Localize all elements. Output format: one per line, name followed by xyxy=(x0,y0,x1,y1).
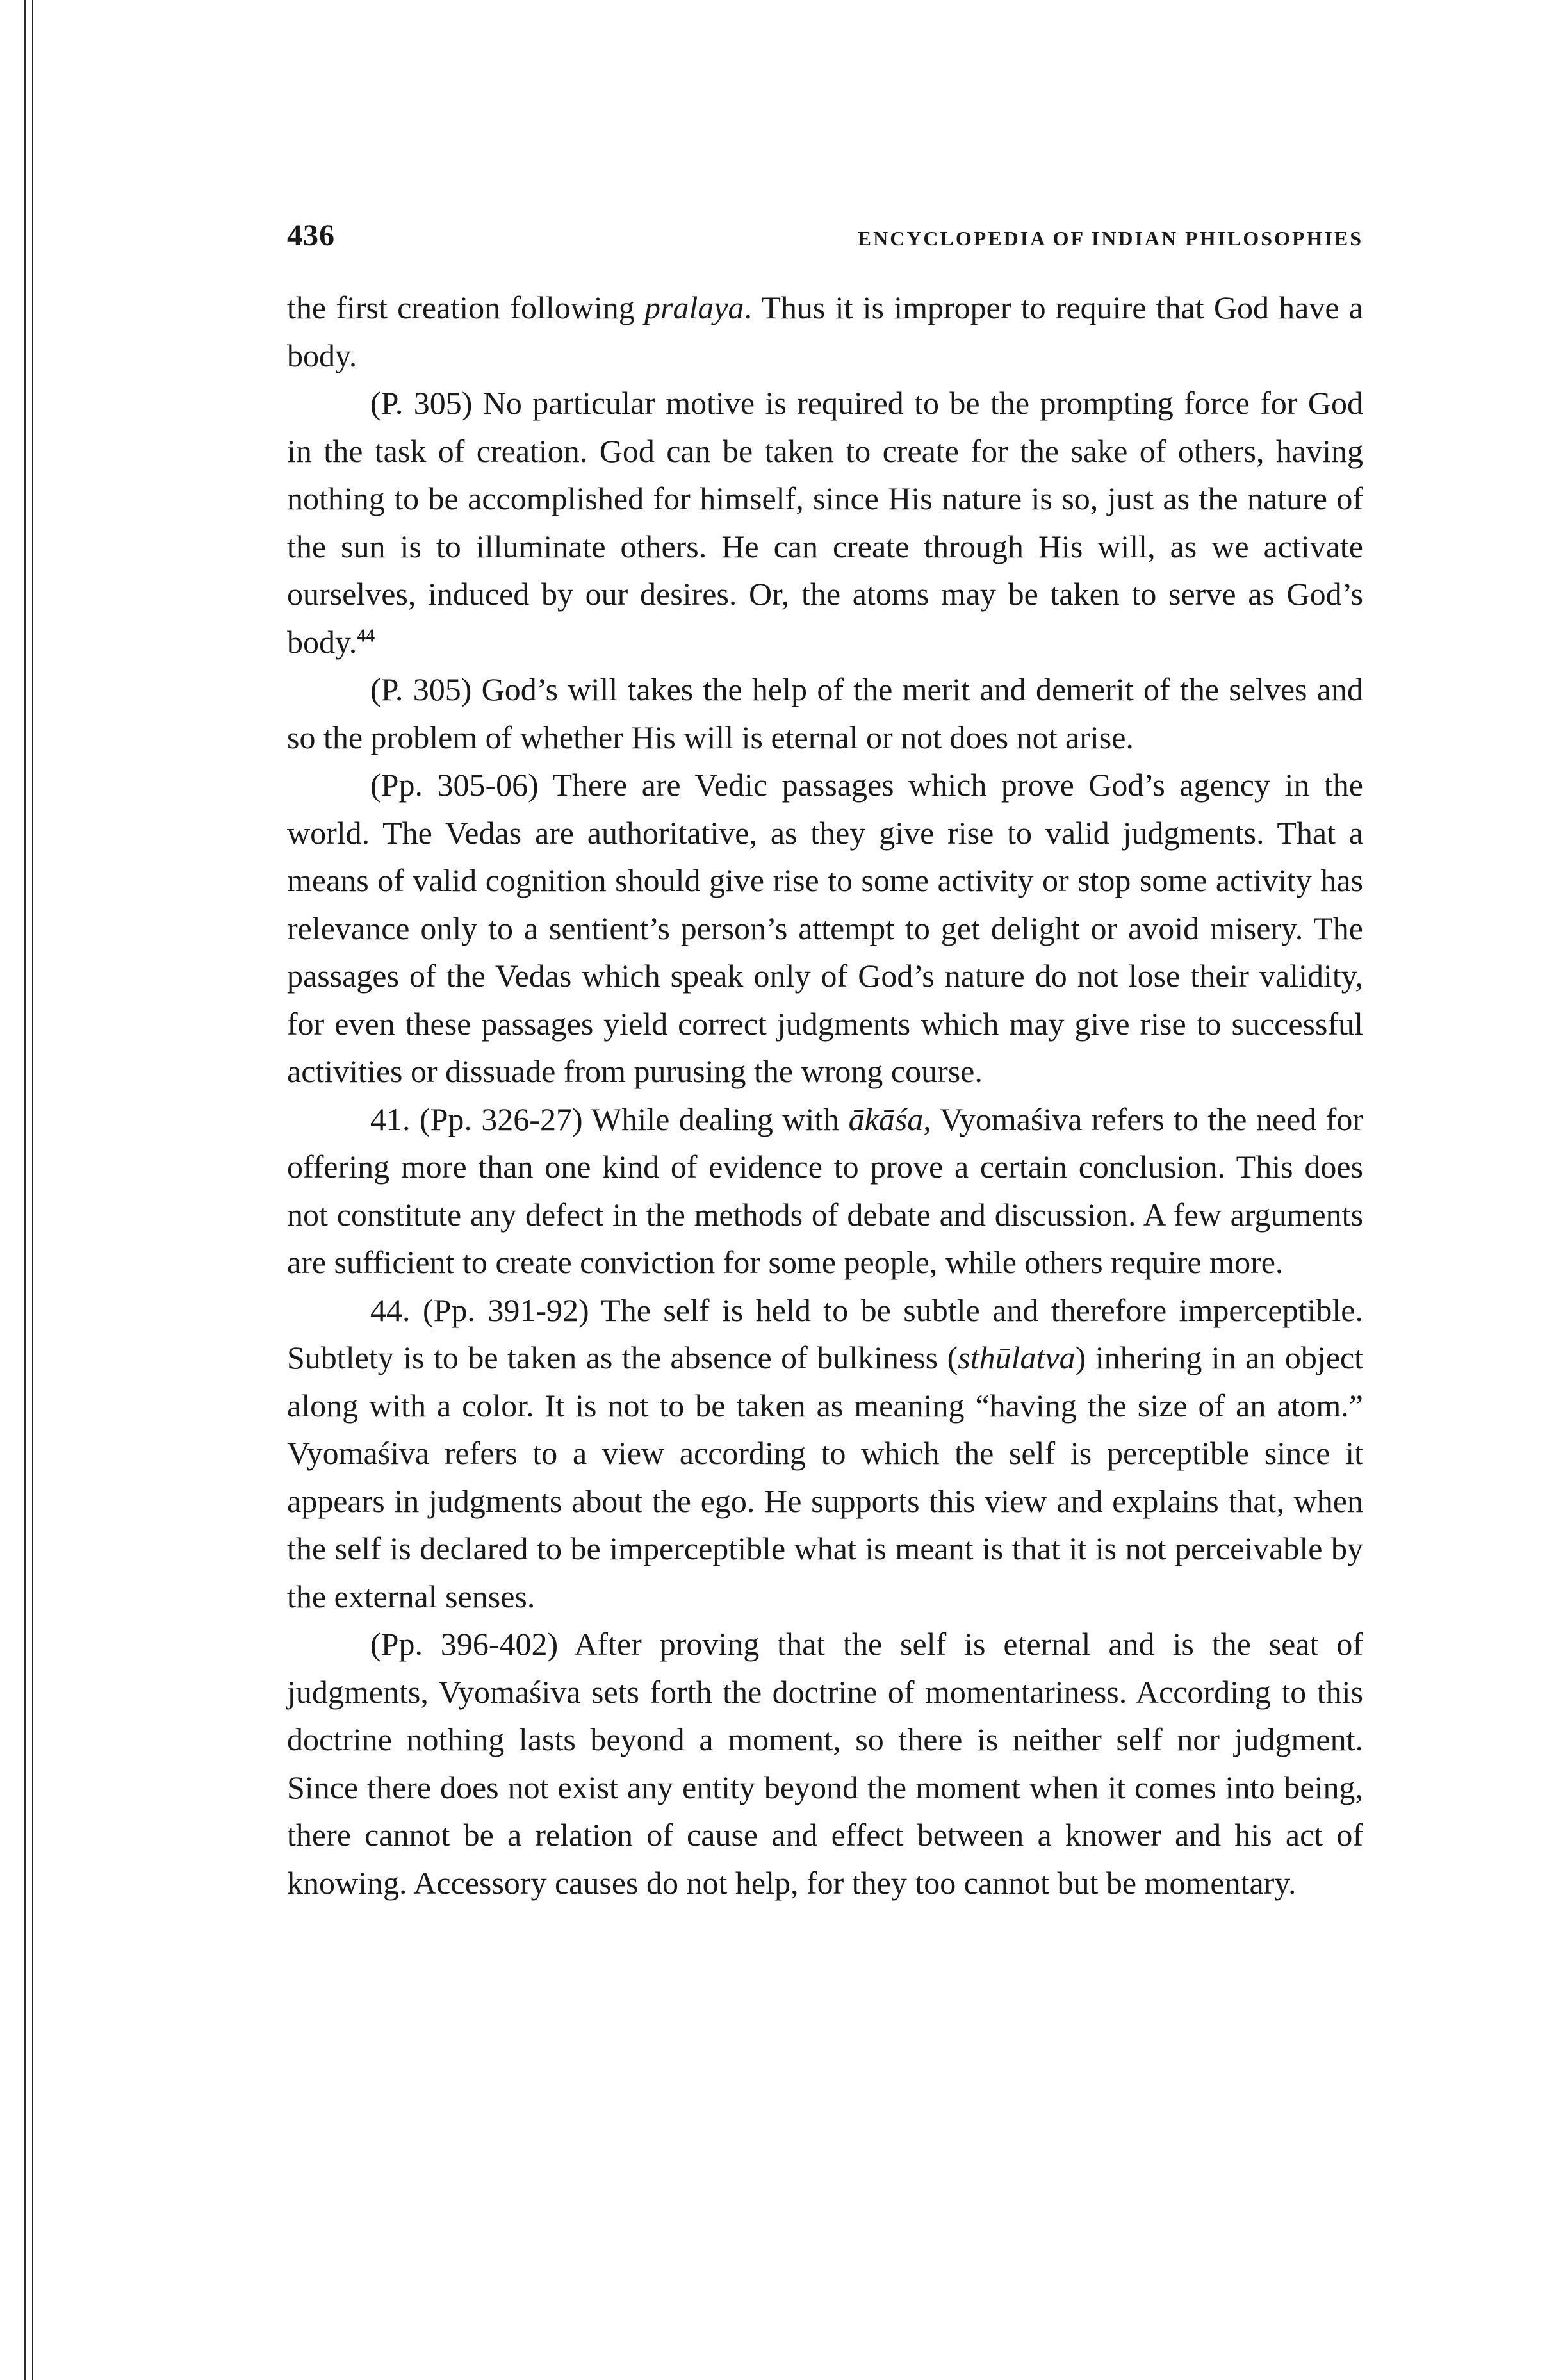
paragraph-6-text-b: ) inhering in an object along with a color. It is not to be taken as meaning “having the size of an atom.” Vyomaśiva refers to a view according to which the self is perceptible since it appears in judgments about the ego. He supports this view and explains that, when the self is declared to be imperceptible what is meant is that it is not perceivable by the external senses. xyxy=(287,1340,1363,1614)
paragraph-5 xyxy=(287,1096,1363,1286)
paragraph-2-text: (P. 305) No particular motive is required to be the prompting force for God in the task of creation. God can be taken to create for the sake of others, having nothing to be accomplished for himself, since His nature is so, just as the nature of the sun is to illuminate others. He can create through His will, as we activate ourselves, induced by our desires. Or, the atoms may be taken to serve as God’s body. xyxy=(287,385,1363,660)
footnote-marker: 44 xyxy=(357,625,375,646)
running-head xyxy=(287,218,1363,253)
binding-edge-line xyxy=(32,0,33,2380)
sanskrit-term-pralaya: pralaya xyxy=(644,290,744,325)
paragraph-1-text-b: . Thus it is improper to require that God have a body. xyxy=(287,290,1363,373)
sanskrit-term-sthulatva: sthūlatva xyxy=(958,1340,1076,1375)
running-head-title: ENCYCLOPEDIA OF INDIAN PHILOSOPHIES xyxy=(857,227,1363,250)
paragraph-3: (P. 305) God’s will takes the help of the merit and demerit of the selves and so the problem of whether His will is eternal or not does not arise. xyxy=(287,671,1363,755)
paragraph-6-text-a: 44. (Pp. 391-92) The self is held to be subtle and therefore imperceptible. Subtlety is to be taken as the absence of bulkiness ( xyxy=(287,1292,1363,1375)
paragraph-1 xyxy=(287,284,1363,379)
binding-edge-line xyxy=(24,0,26,2380)
paragraph-2 xyxy=(287,379,1363,666)
page-number: 436 xyxy=(287,218,335,252)
paragraph-7: (Pp. 396-402) After proving that the self is eternal and is the seat of judgments, Vyomaśiva sets forth the doctrine of momentariness. According to this doctrine nothing lasts beyond a moment, so there is neither self nor judgment. Since there does not exist any entity beyond the moment when it comes into being, there cannot be a relation of cause and effect between a knower and his act of knowing. Accessory causes do not help, for they too cannot but be momentary. xyxy=(287,1626,1363,1901)
body-text xyxy=(287,284,1363,1907)
paragraph-5-text-a: 41. (Pp. 326-27) While dealing with xyxy=(370,1101,849,1137)
paragraph-1-text-a: the first creation following xyxy=(287,290,644,325)
sanskrit-term-akasa: ākāśa xyxy=(848,1101,924,1137)
paragraph-5-text-b: , Vyomaśiva refers to the need for offering more than one kind of evidence to prove a certain conclusion. This does not constitute any defect in the methods of debate and discussion. A few arguments are sufficient to create conviction for some people, while others require more. xyxy=(287,1101,1363,1280)
paragraph-6 xyxy=(287,1286,1363,1621)
paragraph-4: (Pp. 305-06) There are Vedic passages which prove God’s agency in the world. The Vedas are authoritative, as they give rise to valid judgments. That a means of valid cognition should give rise to some activity or stop some activity has relevance only to a sentient’s person’s attempt to get delight or avoid misery. The passages of the Vedas which speak only of God’s nature do not lose their validity, for even these passages yield correct judgments which may give rise to successful activities or dissuade from purusing the wrong course. xyxy=(287,767,1363,1089)
book-page xyxy=(287,218,1363,1907)
